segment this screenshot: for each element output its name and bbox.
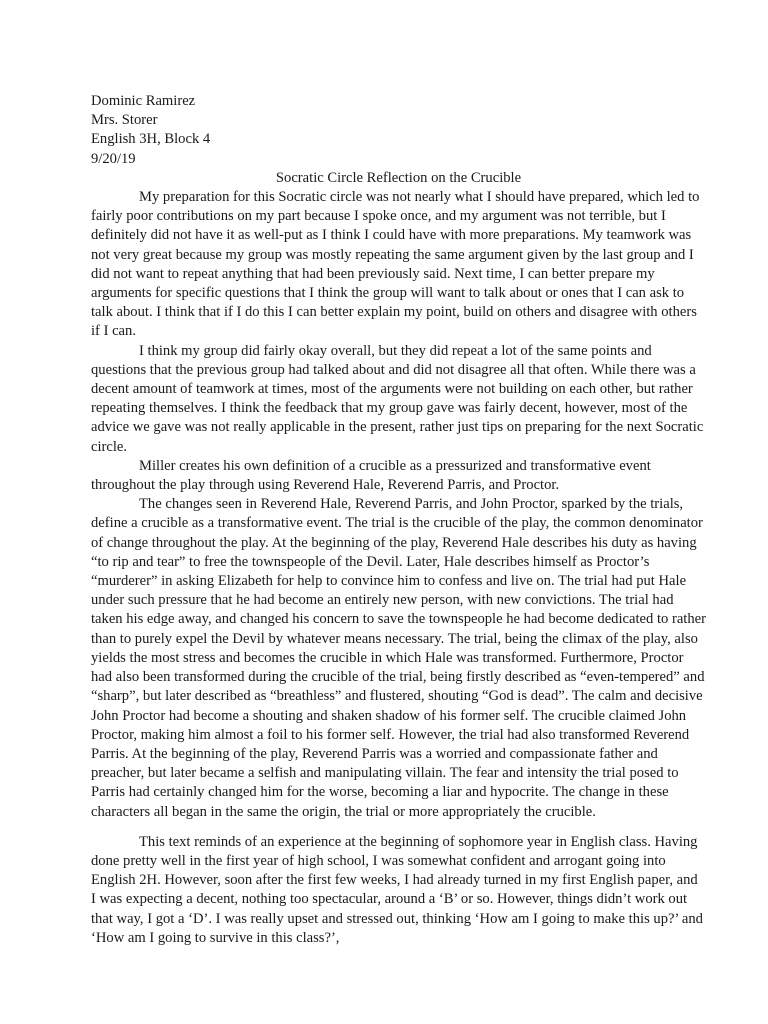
teacher-name: Mrs. Storer <box>91 112 158 129</box>
student-name: Dominic Ramirez <box>91 93 196 109</box>
paragraph-personal-connection: This text reminds of an experience at the beginning of sophomore year in English class. Having done pretty well in the first year of high school, I was somewhat confident and arrogant going into English 2H. However, soon after the first few weeks, I had already turned in my first English paper, and I was expecting a decent, nothing too spectacular, around a ‘B’ or so. However, things didn’t work out that way, I got a ‘D’. I was really upset and stressed out, thinking ‘How am I going to make this up?’ and ‘How am I going to survive in this class?’, <box>91 833 703 946</box>
course-name: English 3H, Block 4 <box>91 131 211 148</box>
essay-title: Socratic Circle Reflection on the Crucible <box>275 169 522 186</box>
essay-date: 9/20/19 <box>91 150 136 167</box>
paragraph-thesis: Miller creates his own definition of a crucible as a pressurized and transformative event throughout the play through using Reverend Hale, Reverend Parris, and Proctor. <box>91 457 651 494</box>
essay <box>91 92 706 948</box>
paragraph-preparation: My preparation for this Socratic circle was not nearly what I should have prepared, which led to fairly poor contributions on my part because I spoke once, and my argument was not terrible, but I definitely did not have it as well-put as I think I could have with more preparations. My teamwork was not very great because my group was mostly repeating the same argument given by the last group and I did not want to repeat anything that had been previously said. Next time, I can better prepare my arguments for specific questions that I think the group will want to talk about or ones that I can ask to talk about. I think that if I do this I can better explain my point, build on others and disagree with others if I can. <box>91 189 700 340</box>
paragraph-analysis: The changes seen in Reverend Hale, Reverend Parris, and John Proctor, sparked by the trials, define a crucible as a transformative event. The trial is the crucible of the play, the common denominator of change throughout the play. At the beginning of the play, Reverend Hale describes his duty as having “to rip and tear” to free the townspeople of the Devil. Later, Hale describes himself as Proctor’s “murderer” in asking Elizabeth for help to convince him to confess and live on. The trial had put Hale under such pressure that he had become an entirely new person, with new convictions. The trial had taken his edge away, and changed his concern to save the townspeople he had become dedicated to rather than to purely expel the Devil by whatever means necessary. The trial, being the climax of the play, also yields the most stress and becomes the crucible in which Hale was transformed. Furthermore, Proctor had also been transformed during the crucible of the trial, being firstly described as “even-tempered” and “sharp”, but later described as “breathless” and flustered, shouting “God is dead”. The calm and decisive John Proctor had become a shouting and shaken shadow of his former self. The crucible claimed John Proctor, making him almost a foil to his former self. However, the trial had also transformed Reverend Parris. At the beginning of the play, Reverend Parris was a worried and compassionate father and preacher, but later became a selfish and manipulating villain. The fear and intensity the trial posed to Parris had certainly changed him for the worse, becoming a liar and hypocrite. The change in these characters all began in the same the origin, the trial or more appropriately the crucible. <box>91 496 706 820</box>
paragraph-group-reflection: I think my group did fairly okay overall, but they did repeat a lot of the same points and questions that the previous group had talked about and did not disagree all that often. While there was a decent amount of teamwork at times, most of the arguments were not building on each other, but rather repeating themselves. I think the feedback that my group gave was fairly decent, however, most of the advice we gave was not really applicable in the present, rather just tips on preparing for the next Socratic circle. <box>91 342 704 455</box>
